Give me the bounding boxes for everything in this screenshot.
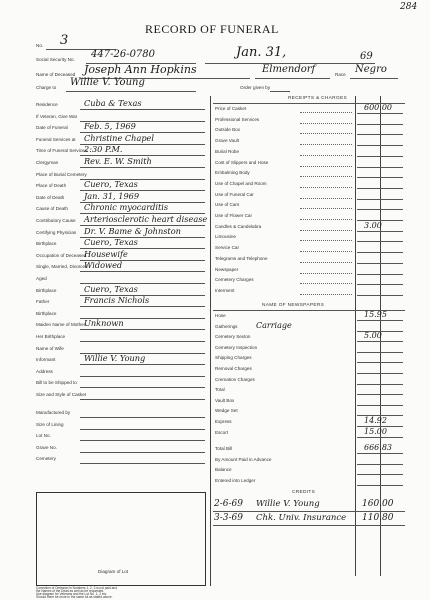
right2-field-label: Cemetery Sexton (215, 334, 251, 340)
dotted-leader (300, 166, 352, 167)
left-field-value: Widowed (84, 260, 123, 271)
left-field-value: Chronic myocarditis (84, 202, 169, 213)
amount-underline (357, 453, 403, 454)
amount-underline (357, 362, 403, 363)
left-field-label: Single, Married, Divorced (36, 264, 88, 270)
right-field-label: Cemetery Charges (215, 277, 254, 283)
left-field-label: Birthplace (36, 287, 57, 293)
left-field-label: Residence (36, 102, 58, 107)
right-field-label: Newspaper (215, 266, 239, 272)
amount-underline (357, 352, 403, 353)
left-field-label: Cause of Death (36, 206, 68, 212)
amount-underline (357, 209, 403, 210)
right2-field-label: Express (215, 419, 232, 424)
field-underline (80, 440, 205, 441)
dotted-leader (300, 123, 352, 124)
amount-underline (357, 241, 403, 242)
left-field-label: Bill to be Shipped to (36, 380, 77, 386)
left-field-label: Birthplace (36, 310, 57, 316)
amount-underline (357, 341, 403, 342)
amount-underline (357, 134, 403, 135)
left-lower-label: Lot No. (36, 433, 51, 438)
dotted-leader (300, 251, 352, 252)
right2-field-label: Cemetery Inspection (215, 344, 258, 350)
date-value: Jan. 31, (236, 45, 287, 60)
dotted-leader (300, 198, 352, 199)
field-underline (80, 452, 205, 453)
dotted-leader (300, 273, 352, 274)
left-field-value: Arteriosclerotic heart disease (84, 214, 208, 224)
totals-label: Entered into Ledger (215, 477, 256, 483)
left-lower-label: Manufactured by (36, 410, 71, 415)
city-value: Elmendorf (262, 64, 316, 75)
left-field-value: Christine Chapel (84, 132, 155, 143)
right2-field-label: Total (215, 387, 225, 393)
field-underline (80, 463, 205, 464)
right-field-label: Use of Flower Car (215, 213, 253, 218)
amount-underline (357, 188, 403, 189)
name-label: Name of Deceased (36, 72, 76, 77)
left-field-label: Informant (36, 357, 56, 363)
dotted-leader (300, 240, 352, 241)
right2-field-label: Cremation Charges (215, 376, 255, 382)
right2-field-label: Removal Charges (215, 366, 252, 371)
right-field-label: Limousine (215, 234, 236, 240)
left-field-label: Size and Style of Casket (36, 392, 87, 397)
left-field-label: Occupation of Deceased (36, 252, 87, 258)
left-field-label: Certifying Physician (36, 229, 77, 235)
field-underline (80, 271, 205, 272)
amount-underline (357, 373, 403, 374)
left-field-value: Francis Nichols (84, 295, 150, 306)
field-underline (80, 376, 205, 377)
page-number: 284 (400, 2, 418, 12)
right-field-label: Embalming Body (215, 170, 250, 176)
right-field-label: Cost of Slippers and Hose (215, 159, 269, 165)
right2-field-value: 5.00 (364, 331, 382, 341)
charge-label: Charge to (36, 85, 57, 90)
right-field-label: Burial Robe (215, 148, 240, 154)
left-field-value: Cuba & Texas (84, 98, 142, 108)
amount-underline (357, 113, 403, 114)
right-field-label: Use of Funeral Car (215, 191, 254, 197)
amount-underline (357, 437, 403, 438)
amount-underline (357, 320, 403, 321)
left-field-label: Birthplace (36, 241, 57, 247)
credit-note: Willie V. Young (256, 499, 320, 509)
field-underline (80, 364, 205, 365)
year-value: 69 (360, 51, 373, 62)
left-field-label: Address (36, 368, 53, 374)
left-field-value: Dr. V. Bame & Johnston (84, 225, 181, 236)
receipts-charges-title: RECEIPTS & CHARGES (288, 96, 347, 101)
left-lower-label: Size of Lining (36, 421, 64, 427)
credit-amount: 110.80 (362, 513, 394, 523)
field-underline (80, 399, 205, 400)
charge-value: Willie V. Young (70, 77, 145, 88)
field-underline (80, 341, 205, 342)
record-no-value: 3 (60, 33, 69, 48)
record-no-label: No. (36, 43, 44, 48)
amount-underline (357, 156, 403, 157)
amount-underline (357, 231, 403, 232)
right-field-label: Use of Cars (215, 202, 240, 208)
amount-underline (357, 384, 403, 385)
credit-amount: 160.00 (362, 499, 394, 509)
dotted-leader (300, 262, 352, 263)
dotted-leader (300, 133, 352, 134)
field-underline (80, 387, 205, 388)
left-field-value: Housewife (84, 248, 128, 259)
left-field-value: Jan. 31, 1969 (84, 190, 140, 201)
left-field-label: Name of Wife (36, 345, 64, 351)
left-field-label: Clergyman (36, 160, 59, 165)
right-field-label: Grave Vault (215, 138, 239, 144)
left-field-label: Maiden Name of Mother (36, 322, 86, 328)
dotted-leader (300, 294, 352, 295)
credit-date: 3-3-69 (214, 513, 243, 523)
amount-underline (357, 295, 403, 296)
dotted-leader (300, 219, 352, 220)
amount-underline (357, 145, 403, 146)
left-field-label: Date of Death (36, 194, 65, 200)
footer-line: Use diagram for Veterans and the Lot No. 1, 2 etc. (36, 592, 108, 596)
left-field-value: Rev. E. W. Smith (84, 156, 152, 166)
totals-label: Total Bill (215, 446, 233, 451)
amount-underline (357, 464, 403, 465)
left-field-label: Time of Funeral Services (36, 148, 87, 154)
name-value: Joseph Ann Hopkins (84, 63, 197, 76)
dotted-leader (300, 187, 352, 188)
right-field-label: Service Car (215, 245, 239, 251)
right2-field-value: 15.95 (364, 310, 387, 319)
left-field-value: Feb. 5, 1969 (84, 121, 136, 132)
left-field-value: Cuero, Texas (84, 283, 138, 294)
footer-line: the Names of the Dead as well as be requested. (36, 589, 105, 593)
left-field-value: Cuero, Texas (84, 237, 138, 248)
left-lower-label: Grave No. (36, 444, 57, 450)
right-field-label: Price of Casket (215, 106, 247, 111)
right2-field-value: 14.92 (364, 416, 387, 425)
amount-underline (357, 394, 403, 395)
left-field-label: Aged (36, 276, 47, 281)
left-lower-label: Cemetery (36, 456, 56, 461)
order-label: Order given by (240, 85, 271, 90)
footer-line: Correction of Omission in Numbers 1, 2, 3 is not paid and (36, 586, 117, 590)
race-value: Negro (355, 64, 387, 75)
left-field-label: If Veteran, Give War (36, 113, 78, 119)
left-field-value: 2:30 P.M. (84, 144, 123, 155)
right2-field-label: Vault Box (215, 397, 235, 403)
left-field-value: Unknown (84, 318, 124, 329)
field-underline (80, 167, 205, 168)
amount-underline (357, 284, 403, 285)
right-field-value: 600.00 (364, 103, 392, 112)
credit-note: Chk. Univ. Insurance (256, 513, 347, 523)
dotted-leader (300, 283, 352, 284)
left-field-value: Cuero, Texas (84, 179, 138, 190)
right-field-label: Telegrams and Telephone (215, 255, 268, 261)
credit-underline (213, 525, 405, 526)
left-field-label: Father (36, 299, 50, 305)
right-field-label: Use of Chapel and Room (215, 180, 267, 186)
dotted-leader (300, 112, 352, 113)
amount-underline (357, 124, 403, 125)
footer-line: Should there be more in the same lot as stated above. (36, 595, 113, 599)
amount-underline (357, 485, 403, 486)
right2-field-value: 15.00 (364, 426, 387, 436)
right-field-label: Professional Services (215, 116, 260, 122)
field-underline (80, 429, 205, 430)
right-field-label: Candles & Candelabra (215, 223, 262, 229)
right-field-label: Outside Box (215, 127, 241, 133)
race-label: Race (335, 72, 346, 77)
amount-underline (357, 274, 403, 275)
ssn-label: Social Security No. (36, 57, 75, 62)
amount-underline (357, 167, 403, 168)
field-underline (80, 109, 205, 110)
amount-underline (357, 405, 403, 406)
credit-underline (213, 511, 405, 512)
dotted-leader (300, 230, 352, 231)
right2-field-label: Shipping Charges (215, 355, 252, 361)
left-field-value: Willie V. Young (84, 353, 146, 364)
field-underline (80, 417, 205, 418)
amount-underline (357, 199, 403, 200)
amount-underline (357, 177, 403, 178)
right2-field-label: Hose (215, 313, 226, 318)
dotted-leader (300, 144, 352, 145)
left-field-label: Funeral Services at (36, 136, 76, 142)
amount-underline (357, 474, 403, 475)
dotted-leader (300, 176, 352, 177)
credits-label: CREDITS (292, 490, 316, 495)
newspapers-title: NAME OF NEWSPAPERS (262, 303, 325, 308)
left-field-label: Date of Funeral (36, 125, 68, 131)
left-field-label: Place of Death (36, 183, 67, 189)
right-field-label: Interment (215, 287, 235, 293)
right2-field-value: Carriage (256, 320, 292, 330)
right-field-value: 3.00 (364, 220, 382, 230)
left-field-label: Her Birthplace (36, 334, 66, 339)
field-underline (80, 306, 205, 307)
left-field-label: Contributory Cause (36, 218, 76, 223)
amount-underline (357, 252, 403, 253)
page-title: RECORD OF FUNERAL (145, 22, 279, 36)
totals-label: Balance (215, 467, 232, 472)
diagram-label: Diagram of Lot (98, 569, 129, 574)
dotted-leader (300, 155, 352, 156)
right2-field-label: Gatherings (215, 323, 238, 329)
totals-value: 666.83 (364, 443, 392, 452)
ssn-value: 447-26-0780 (91, 49, 156, 60)
left-field-label: Place of Burial Cemetery (36, 171, 87, 177)
totals-label: By Amount Paid in Advance (215, 456, 272, 462)
amount-underline (357, 263, 403, 264)
dotted-leader (300, 208, 352, 209)
right2-field-label: Wedge Set (215, 408, 238, 414)
field-underline (80, 329, 205, 330)
credit-date: 2-6-69 (214, 499, 243, 509)
right2-field-label: Escort (215, 429, 229, 435)
